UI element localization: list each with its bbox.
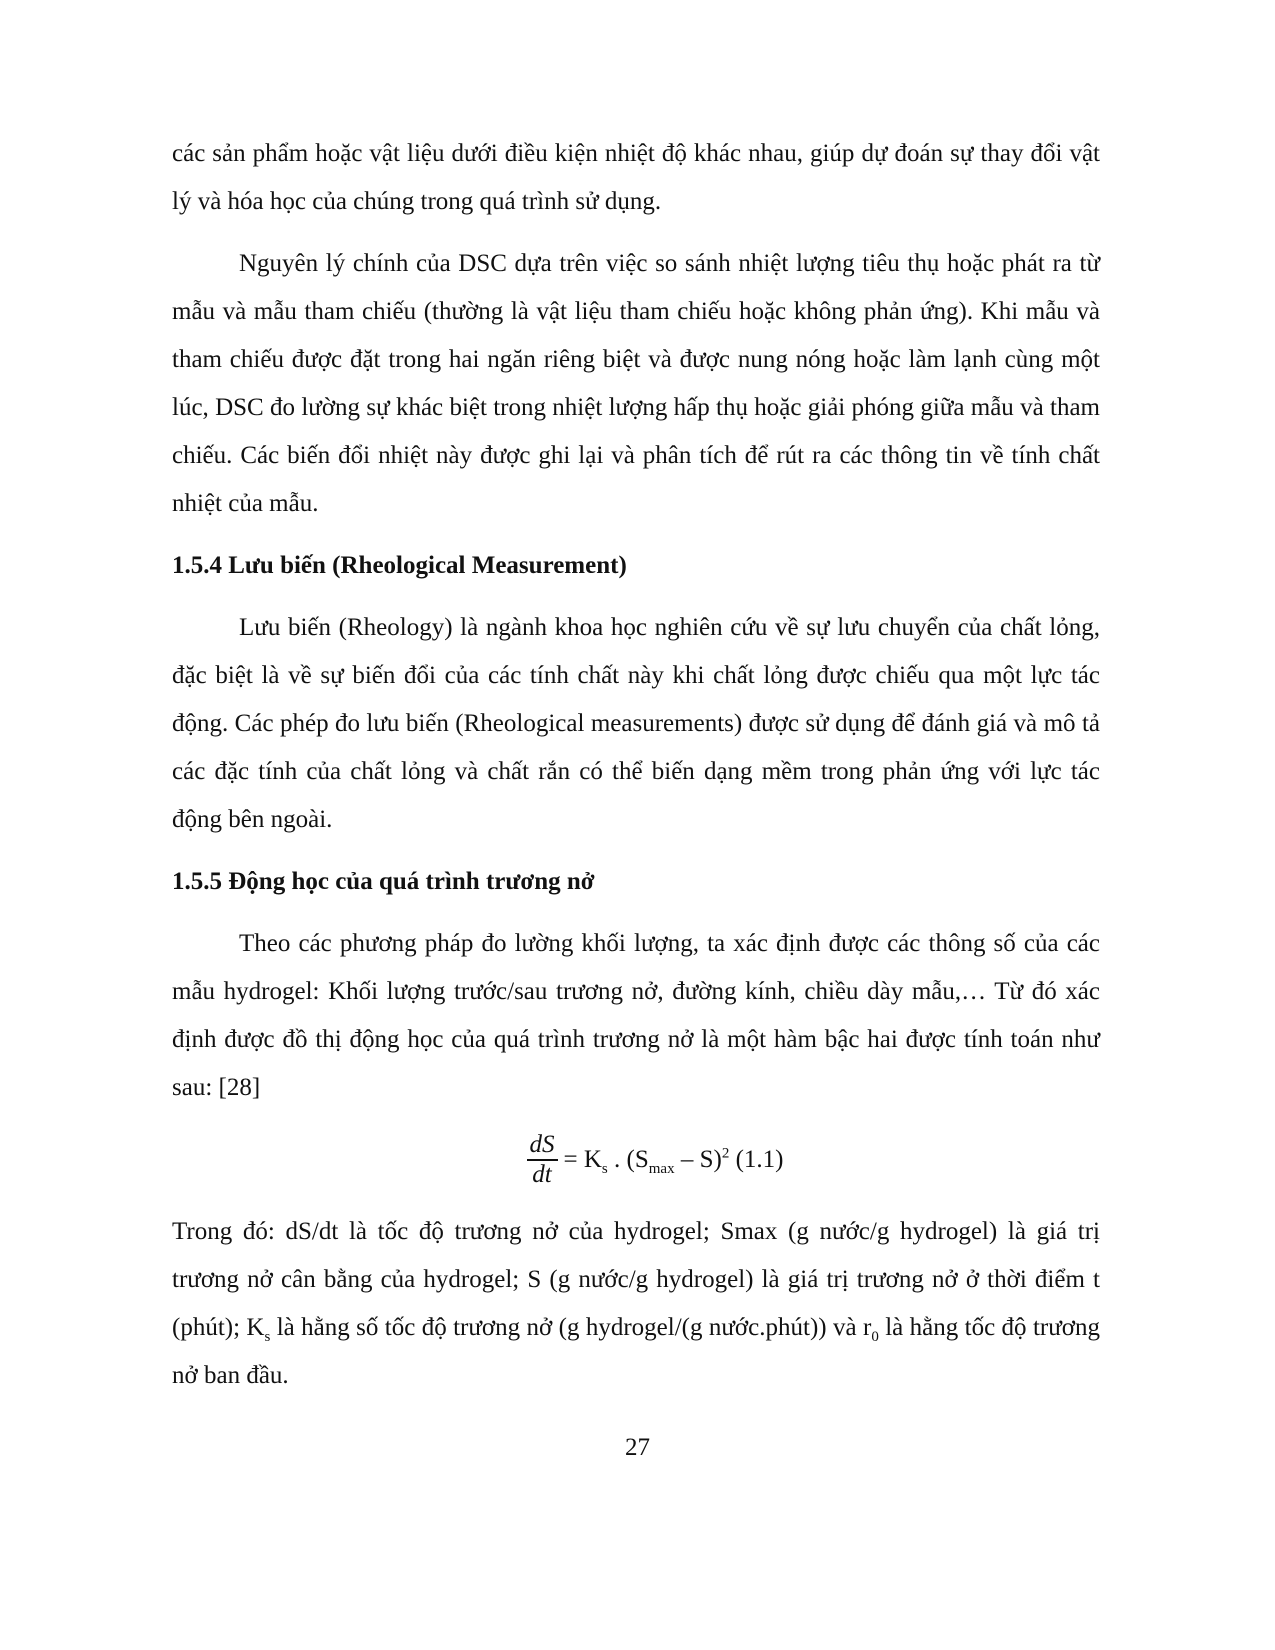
equation-minus-s: – S) <box>674 1146 722 1173</box>
paragraph-intro-continuation: các sản phẩm hoặc vật liệu dưới điều kiện nhiệt độ khác nhau, giúp dự đoán sự thay đổi vật lý và hóa học của chúng trong quá trình sử dụng. <box>172 140 1100 215</box>
page-number: 27 <box>625 1434 650 1461</box>
where-text-2: là hằng số tốc độ trương nở (g hydrogel/(g nước.phút)) và r <box>270 1314 872 1341</box>
power-superscript: 2 <box>721 1145 730 1162</box>
equation-mid: . (S <box>607 1146 649 1173</box>
section-heading-1-5-4: 1.5.4 Lưu biến (Rheological Measurement) <box>172 552 627 579</box>
fraction-numerator: dS <box>527 1131 558 1161</box>
k-subscript: s <box>601 1161 608 1177</box>
section-heading-1-5-5: 1.5.5 Động học của quá trình trương nở <box>172 868 595 895</box>
where-text-1: Trong đó: dS/dt là tốc độ trương nở của hydrogel; Smax (g nước/g hydrogel) là giá trị trương nở cân bằng của hydrogel; S (g nước/g hydrogel) là giá trị trương nở ở thời điểm t (phút); K <box>172 1218 1100 1341</box>
derivative-fraction <box>527 1131 558 1189</box>
ks-subscript: s <box>264 1329 271 1345</box>
paragraph-where <box>172 1208 1100 1400</box>
equation-right-side <box>564 1145 784 1175</box>
r0-subscript: 0 <box>871 1329 879 1345</box>
smax-subscript: max <box>648 1161 675 1177</box>
where-text-3: là hằng tốc độ trương nở ban đầu. <box>172 1314 1100 1389</box>
paragraph-swelling-kinetics: Theo các phương pháp đo lường khối lượng, ta xác định được các thông số của các mẫu hydrogel: Khối lượng trước/sau trương nở, đường kính, chiều dày mẫu,… Từ đó xác định được đồ thị động học của quá trình trương nở là một hàm bậc hai được tính toán như sau: [28] <box>172 930 1100 1101</box>
equation-1-1 <box>172 1122 1100 1198</box>
document-page <box>172 130 1100 1400</box>
equals-k: = K <box>563 1146 602 1173</box>
paragraph-rheology: Lưu biến (Rheology) là ngành khoa học nghiên cứu về sự lưu chuyển của chất lỏng, đặc biệt là về sự biến đổi của các tính chất này khi chất lỏng được chiếu qua một lực tác động. Các phép đo lưu biến (Rheological measurements) được sử dụng để đánh giá và mô tả các đặc tính của chất lỏng và chất rắn có thể biến dạng mềm trong phản ứng với lực tác động bên ngoài. <box>172 614 1100 833</box>
fraction-denominator: dt <box>532 1161 552 1188</box>
paragraph-dsc-principle: Nguyên lý chính của DSC dựa trên việc so sánh nhiệt lượng tiêu thụ hoặc phát ra từ mẫu và mẫu tham chiếu (thường là vật liệu tham chiếu hoặc không phản ứng). Khi mẫu và tham chiếu được đặt trong hai ngăn riêng biệt và được nung nóng hoặc làm lạnh cùng một lúc, DSC đo lường sự khác biệt trong nhiệt lượng hấp thụ hoặc giải phóng giữa mẫu và tham chiếu. Các biến đổi nhiệt này được ghi lại và phân tích để rút ra các thông tin về tính chất nhiệt của mẫu. <box>172 250 1100 517</box>
equation-number: (1.1) <box>729 1146 784 1173</box>
